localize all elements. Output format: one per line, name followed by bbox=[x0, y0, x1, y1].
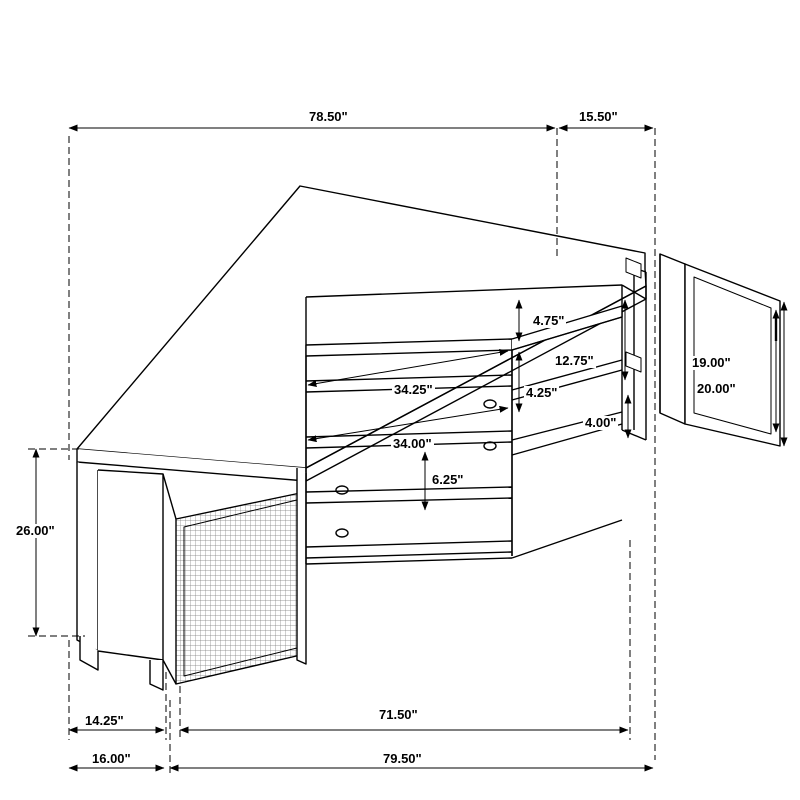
dim-top-width-door: 15.50" bbox=[579, 109, 618, 124]
dim-depth-overall: 16.00" bbox=[92, 751, 131, 766]
dim-door-height-outer: 20.00" bbox=[697, 381, 736, 396]
dim-front-width: 71.50" bbox=[379, 707, 418, 722]
dim-shelf-gap-upper: 4.75" bbox=[533, 313, 565, 328]
dim-cabinet-inner-height: 12.75" bbox=[555, 353, 594, 368]
dim-overall-height: 26.00" bbox=[16, 523, 55, 538]
dim-door-height: 19.00" bbox=[692, 355, 731, 370]
dim-drawer-gap: 4.25" bbox=[526, 385, 558, 400]
dim-top-width-main: 78.50" bbox=[309, 109, 348, 124]
dim-side-depth: 14.25" bbox=[85, 713, 124, 728]
dim-drawer-width: 34.00" bbox=[393, 436, 432, 451]
dim-width-overall: 79.50" bbox=[383, 751, 422, 766]
dim-shelf-width: 34.25" bbox=[394, 382, 433, 397]
dim-drawer-section-height: 6.25" bbox=[432, 472, 464, 487]
dim-base-gap: 4.00" bbox=[585, 415, 617, 430]
